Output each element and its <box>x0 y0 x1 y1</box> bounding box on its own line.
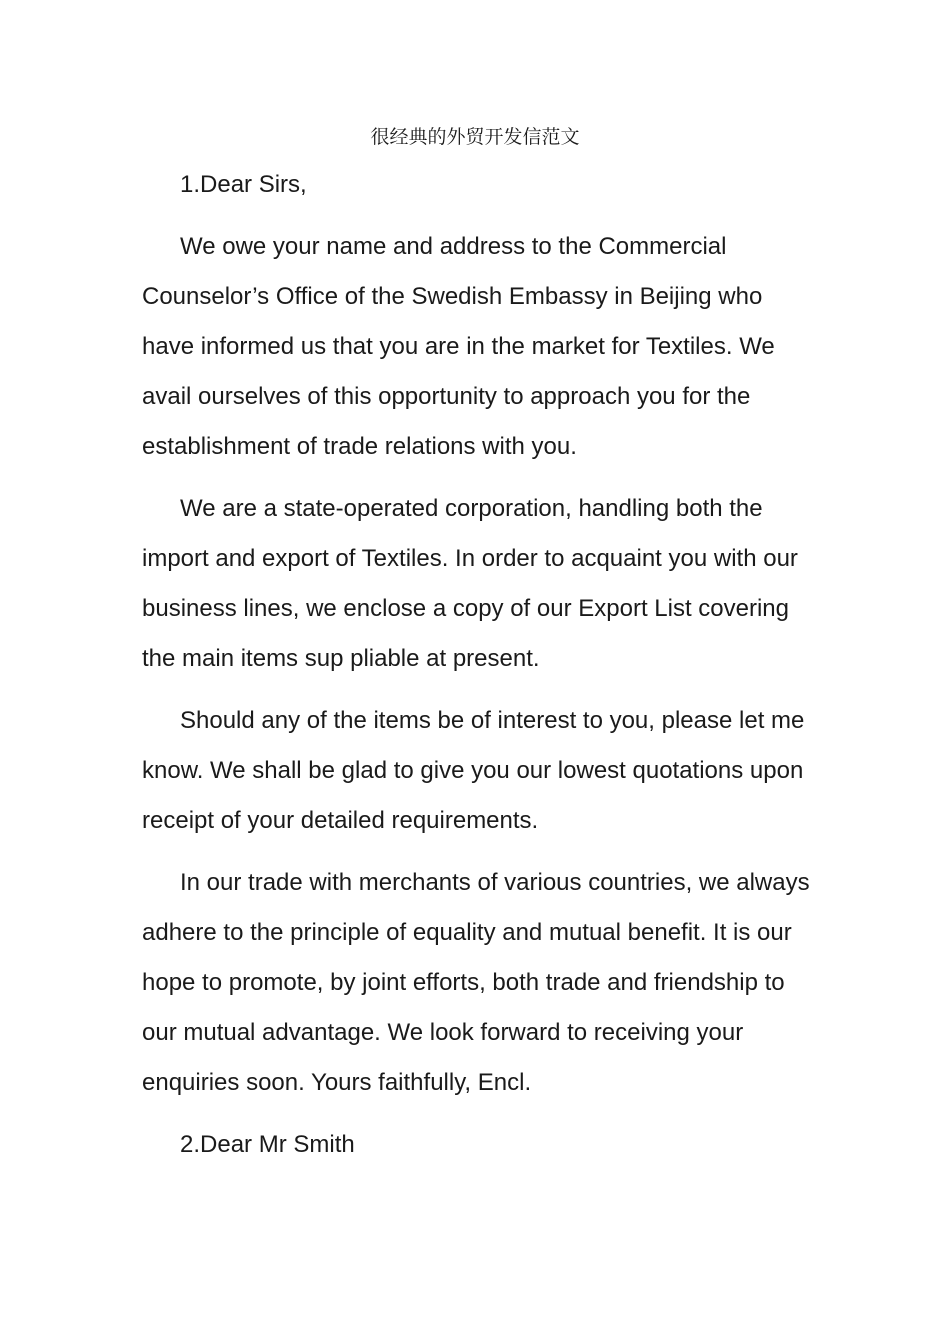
letter-body <box>142 160 810 1182</box>
paragraph-introduction: We owe your name and address to the Commercial Counselor’s Office of the Swedish Embassy in Beijing who have informed us that you are in the market for Textiles. We avail ourselves of this opportunity to approach you for the establishment of trade relations with you. <box>142 233 775 460</box>
document-title: 很经典的外贸开发信范文 <box>370 126 580 148</box>
paragraph-quotation: Should any of the items be of interest to you, please let me know. We shall be glad to give you our lowest quotations upon receipt of your detailed requirements. <box>142 707 805 834</box>
salutation-1: 1.Dear Sirs, <box>180 171 307 198</box>
salutation-2: 2.Dear Mr Smith <box>180 1131 355 1158</box>
paragraph-closing: In our trade with merchants of various countries, we always adhere to the principle of equality and mutual benefit. It is our hope to promote, by joint efforts, both trade and friendship to our mutual advantage. We look forward to receiving your enquiries soon. Yours faithfully, Encl. <box>142 869 810 1096</box>
paragraph-company: We are a state-operated corporation, handling both the import and export of Textiles. In order to acquaint you with our business lines, we enclose a copy of our Export List covering the main items sup pliable at present. <box>142 495 798 672</box>
